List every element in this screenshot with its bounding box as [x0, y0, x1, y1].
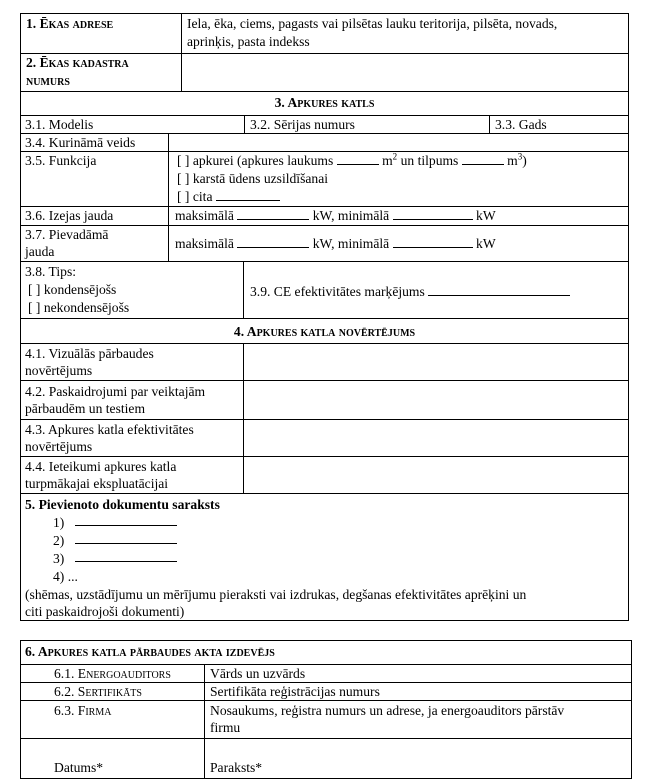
ce-marking-field	[250, 284, 570, 300]
heating-area-unit: m	[378, 153, 393, 168]
address-label-num: 1.	[26, 16, 37, 31]
auditor-label: 6.1. Energoauditors	[54, 666, 171, 681]
address-label	[26, 16, 113, 32]
output-min-blank[interactable]	[393, 208, 473, 220]
function-water-option[interactable]: [ ] karstā ūdens uzsildīšanai	[177, 171, 328, 186]
function-heating-text: [ ] apkurei (apkures laukums	[177, 153, 337, 168]
documents-note-line1: (shēmas, uzstādījumu un mērījumu pieraksti vai izdrukas, degšanas efektivitātes aprēķini un	[25, 587, 527, 602]
firm-value-line1[interactable]: Nosaukums, reģistra numurs un adrese, ja energoauditors pārstāv	[210, 703, 565, 718]
signature-label[interactable]: Paraksts*	[210, 760, 263, 775]
serial-label: 3.2. Sērijas numurs	[250, 117, 355, 132]
eval-item-2-line2: pārbaudēm un testiem	[25, 401, 146, 416]
firm-value-line2: firmu	[210, 720, 241, 735]
function-other-blank[interactable]	[216, 189, 280, 201]
cadastre-label-line2: numurs	[26, 73, 70, 88]
supply-power-label-line2: jauda	[25, 244, 55, 259]
output-max-label: maksimālā	[175, 208, 238, 223]
function-label: 3.5. Funkcija	[25, 153, 97, 168]
function-other-option[interactable]	[177, 189, 280, 205]
type-condensing-option[interactable]: [ ] kondensējošs	[28, 282, 117, 297]
supply-min-label: kW, minimālā	[309, 236, 393, 251]
eval-item-4-line2: turpmākajai ekspluatācijai	[25, 476, 169, 491]
heating-area-blank[interactable]	[337, 153, 379, 165]
document-item-3	[53, 551, 64, 567]
year-label: 3.3. Gads	[495, 117, 547, 132]
firm-label: 6.3. Firma	[54, 703, 112, 718]
supply-max-blank[interactable]	[237, 236, 309, 248]
supply-kw-unit: kW	[472, 236, 496, 251]
eval-item-1-line1: 4.1. Vizuālās pārbaudes	[25, 346, 154, 361]
document-item-4: 4) ...	[53, 569, 78, 584]
function-heating-option[interactable]	[177, 153, 527, 169]
function-other-text: [ ] cita	[177, 189, 216, 204]
certificate-label: 6.2. Sertifikāts	[54, 684, 142, 699]
document-item-3-blank[interactable]	[75, 550, 177, 562]
output-max-blank[interactable]	[237, 208, 309, 220]
fuel-label: 3.4. Kurināmā veids	[25, 135, 136, 150]
documents-section-title: 5. Pievienoto dokumentu saraksts	[25, 497, 220, 512]
cadastre-label-line1: Ēkas kadastra	[39, 55, 129, 70]
eval-item-3-line1: 4.3. Apkures katla efektivitātes	[25, 422, 194, 437]
address-hint-line2: aprinķis, pasta indekss	[187, 34, 310, 49]
type-noncondensing-option[interactable]: [ ] nekondensējošs	[28, 300, 130, 315]
address-label-text: Ēkas adrese	[39, 16, 114, 31]
cadastre-label	[26, 55, 129, 71]
eval-item-1-field[interactable]	[245, 345, 626, 378]
issuer-section-title: 6. Apkures katla pārbaudes akta izdevējs	[25, 644, 275, 659]
document-item-1	[53, 515, 64, 531]
output-power-label: 3.6. Izejas jauda	[25, 208, 114, 223]
document-item-1-num: 1)	[53, 515, 65, 530]
evaluation-section-title: 4. Apkures katla novērtējums	[233, 324, 416, 339]
output-min-label: kW, minimālā	[309, 208, 393, 223]
heating-volume-unit-sup: 3	[517, 151, 523, 162]
ce-marking-label: 3.9. CE efektivitātes marķējums	[250, 284, 429, 299]
eval-item-1-line2: novērtējums	[25, 363, 93, 378]
eval-item-2-field[interactable]	[245, 382, 626, 417]
eval-item-3-line2: novērtējums	[25, 439, 93, 454]
heating-area-unit-sup: 2	[392, 151, 398, 162]
output-kw-unit: kW	[472, 208, 496, 223]
eval-item-2-line1: 4.2. Paskaidrojumi par veiktajām	[25, 384, 206, 399]
documents-note-line2: citi paskaidrojoši dokumenti)	[25, 604, 185, 619]
heating-volume-text: un tilpums	[397, 153, 462, 168]
document-item-2	[53, 533, 64, 549]
date-label[interactable]: Datums*	[54, 760, 104, 775]
certificate-value[interactable]: Sertifikāta reģistrācijas numurs	[210, 684, 380, 699]
address-hint-line1: Iela, ēka, ciems, pagasts vai pilsētas lauku teritorija, pilsēta, novads,	[187, 16, 558, 31]
eval-item-3-field[interactable]	[245, 421, 626, 454]
eval-item-4-line1: 4.4. Ieteikumi apkures katla	[25, 459, 177, 474]
document-item-3-num: 3)	[53, 551, 65, 566]
supply-max-label: maksimālā	[175, 236, 238, 251]
ce-marking-blank[interactable]	[428, 284, 570, 296]
supply-min-blank[interactable]	[393, 236, 473, 248]
auditor-value[interactable]: Vārds un uzvārds	[210, 666, 306, 681]
boiler-section-title: 3. Apkures katls	[274, 95, 375, 110]
supply-power-values	[175, 236, 496, 252]
supply-power-label-line1: 3.7. Pievadāmā	[25, 227, 109, 242]
document-item-1-blank[interactable]	[75, 514, 177, 526]
model-label: 3.1. Modelis	[25, 117, 94, 132]
heating-volume-unit: m	[503, 153, 518, 168]
heating-volume-blank[interactable]	[462, 153, 504, 165]
heating-close-paren: )	[522, 153, 527, 168]
cadastre-label-num: 2.	[26, 55, 37, 70]
type-label: 3.8. Tips:	[25, 264, 77, 279]
document-item-2-num: 2)	[53, 533, 65, 548]
cadastre-value-field[interactable]	[183, 55, 627, 89]
eval-item-4-field[interactable]	[245, 458, 626, 491]
document-item-2-blank[interactable]	[75, 532, 177, 544]
output-power-values	[175, 208, 496, 224]
fuel-value-field[interactable]	[170, 135, 626, 150]
